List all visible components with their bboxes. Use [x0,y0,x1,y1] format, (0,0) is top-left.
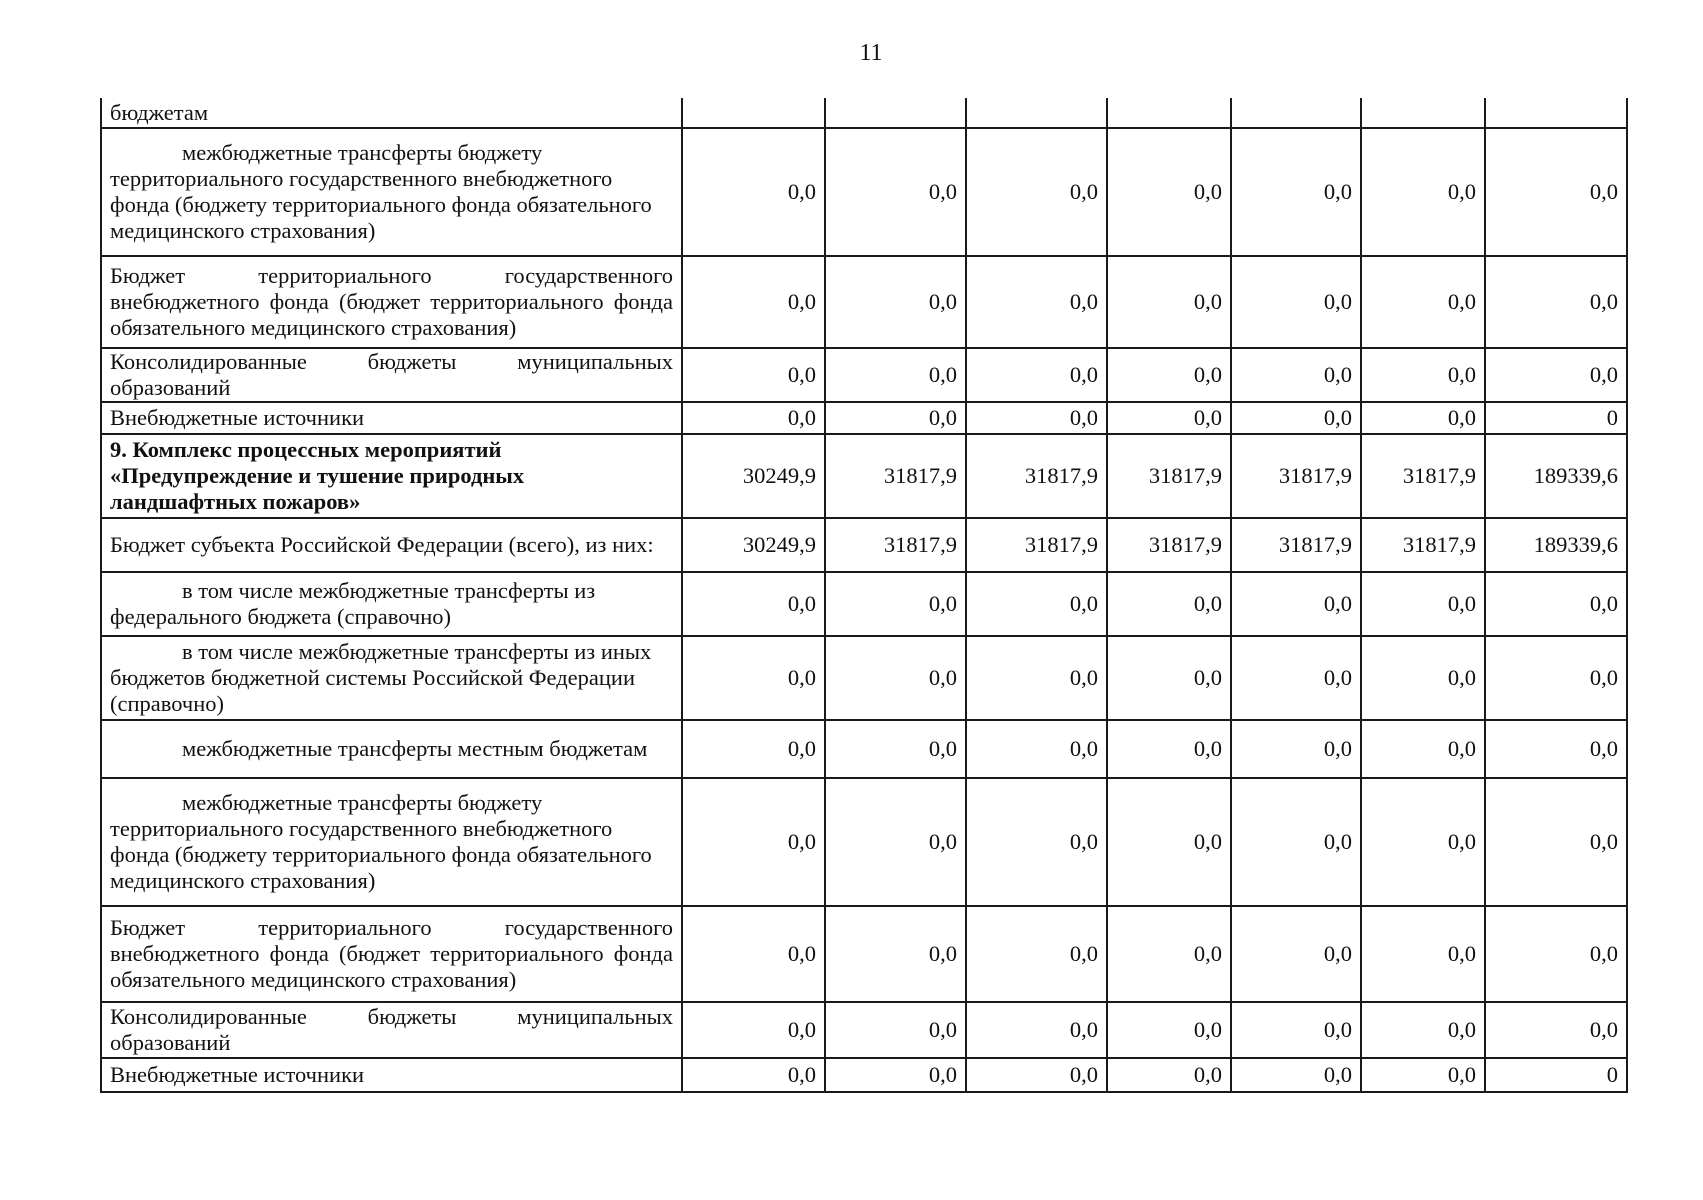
value-cell: 0,0 [682,636,825,720]
row-label: Консолидированные бюджеты муниципальных образований [101,348,682,402]
value-cell: 0,0 [682,128,825,256]
value-cell [1231,98,1361,128]
table-row [101,1058,1627,1092]
table-row [101,1002,1627,1058]
value-cell: 0,0 [1107,128,1231,256]
value-cell: 0,0 [1361,348,1485,402]
value-cell: 31817,9 [1361,434,1485,518]
page-number: 11 [859,40,883,66]
value-cell: 0,0 [1231,402,1361,434]
value-cell [1361,98,1485,128]
value-cell: 0,0 [1231,256,1361,348]
row-label: Консолидированные бюджеты муниципальных образований [101,1002,682,1058]
value-cell: 0,0 [1107,778,1231,906]
value-cell: 0,0 [1107,402,1231,434]
table-row [101,636,1627,720]
value-cell: 0,0 [1231,778,1361,906]
value-cell: 0,0 [825,778,966,906]
table-row [101,720,1627,778]
value-cell: 0,0 [1485,128,1627,256]
row-label: Бюджет субъекта Российской Федерации (всего), из них: [101,518,682,572]
row-label: Внебюджетные источники [101,1058,682,1092]
value-cell: 0,0 [825,402,966,434]
value-cell: 0,0 [682,778,825,906]
value-cell: 0,0 [1107,636,1231,720]
value-cell: 0,0 [966,128,1107,256]
value-cell: 0,0 [1107,572,1231,636]
value-cell: 0,0 [1107,348,1231,402]
value-cell: 0,0 [682,1002,825,1058]
value-cell: 0,0 [966,572,1107,636]
value-cell: 0,0 [1231,636,1361,720]
value-cell: 0,0 [966,402,1107,434]
value-cell: 0,0 [1361,572,1485,636]
table-row [101,906,1627,1002]
value-cell: 0,0 [1361,128,1485,256]
value-cell: 0,0 [1231,128,1361,256]
value-cell: 0,0 [825,1002,966,1058]
value-cell: 0,0 [1485,778,1627,906]
value-cell: 0,0 [682,348,825,402]
value-cell: 0,0 [1107,906,1231,1002]
value-cell: 0,0 [682,1058,825,1092]
value-cell: 31817,9 [966,434,1107,518]
value-cell: 0,0 [1231,572,1361,636]
value-cell: 31817,9 [1361,518,1485,572]
row-label: Бюджет территориального государственного внебюджетного фонда (бюджет территориального фонда обязательного медицинского страхования) [101,906,682,1002]
table-row [101,98,1627,128]
value-cell: 0,0 [966,636,1107,720]
value-cell: 0,0 [1361,256,1485,348]
value-cell [1107,98,1231,128]
value-cell: 0,0 [1107,720,1231,778]
value-cell: 0,0 [682,906,825,1002]
value-cell: 0,0 [825,1058,966,1092]
table-row [101,518,1627,572]
value-cell: 0,0 [1231,1058,1361,1092]
row-label: бюджетам [101,98,682,128]
value-cell: 0 [1485,1058,1627,1092]
value-cell: 0,0 [966,778,1107,906]
value-cell: 0,0 [1361,1002,1485,1058]
table-row [101,434,1627,518]
value-cell [966,98,1107,128]
value-cell: 0,0 [1231,720,1361,778]
value-cell: 0,0 [1361,402,1485,434]
table-row [101,348,1627,402]
value-cell: 189339,6 [1485,434,1627,518]
value-cell: 0,0 [1361,636,1485,720]
value-cell: 0,0 [825,256,966,348]
value-cell: 0,0 [682,402,825,434]
value-cell: 0,0 [966,256,1107,348]
value-cell: 0,0 [1485,906,1627,1002]
value-cell: 0,0 [1485,256,1627,348]
value-cell: 0,0 [1231,906,1361,1002]
value-cell: 0,0 [1231,1002,1361,1058]
value-cell: 31817,9 [825,434,966,518]
value-cell: 31817,9 [1107,434,1231,518]
value-cell: 0,0 [825,720,966,778]
value-cell: 0,0 [1485,572,1627,636]
value-cell: 0,0 [1107,256,1231,348]
table-row [101,402,1627,434]
row-label: межбюджетные трансферты бюджету территориального государственного внебюджетного фонда (бюджету территориального фонда обязательного медицинского страхования) [101,778,682,906]
value-cell: 0,0 [1107,1002,1231,1058]
value-cell: 31817,9 [1231,518,1361,572]
table-row [101,256,1627,348]
value-cell: 0,0 [966,1058,1107,1092]
value-cell: 0 [1485,402,1627,434]
table-row [101,128,1627,256]
value-cell: 0,0 [1231,348,1361,402]
value-cell: 31817,9 [1231,434,1361,518]
value-cell: 0,0 [966,720,1107,778]
value-cell: 0,0 [1485,636,1627,720]
value-cell: 0,0 [825,348,966,402]
value-cell: 0,0 [1107,1058,1231,1092]
value-cell: 31817,9 [1107,518,1231,572]
value-cell: 31817,9 [825,518,966,572]
value-cell: 0,0 [1361,778,1485,906]
value-cell: 0,0 [825,906,966,1002]
value-cell: 0,0 [682,720,825,778]
value-cell: 30249,9 [682,434,825,518]
value-cell: 0,0 [682,572,825,636]
value-cell: 0,0 [1485,348,1627,402]
value-cell: 0,0 [1485,720,1627,778]
row-label: Внебюджетные источники [101,402,682,434]
value-cell: 31817,9 [966,518,1107,572]
value-cell [825,98,966,128]
funding-table [100,98,1628,1093]
row-label: в том числе межбюджетные трансферты из иных бюджетов бюджетной системы Российской Федерации (справочно) [101,636,682,720]
value-cell: 0,0 [1361,720,1485,778]
row-label: Бюджет территориального государственного внебюджетного фонда (бюджет территориального фонда обязательного медицинского страхования) [101,256,682,348]
row-label: межбюджетные трансферты бюджету территориального государственного внебюджетного фонда (бюджету территориального фонда обязательного медицинского страхования) [101,128,682,256]
value-cell: 30249,9 [682,518,825,572]
row-label: в том числе межбюджетные трансферты из федерального бюджета (справочно) [101,572,682,636]
value-cell: 0,0 [825,572,966,636]
row-label: 9. Комплекс процессных мероприятий «Предупреждение и тушение природных ландшафтных пожаров» [101,434,682,518]
row-label: межбюджетные трансферты местным бюджетам [101,720,682,778]
value-cell: 189339,6 [1485,518,1627,572]
value-cell: 0,0 [1485,1002,1627,1058]
value-cell: 0,0 [825,636,966,720]
value-cell: 0,0 [682,256,825,348]
value-cell: 0,0 [825,128,966,256]
table-row [101,572,1627,636]
value-cell [1485,98,1627,128]
value-cell: 0,0 [1361,906,1485,1002]
table-row [101,778,1627,906]
value-cell: 0,0 [1361,1058,1485,1092]
value-cell [682,98,825,128]
value-cell: 0,0 [966,1002,1107,1058]
value-cell: 0,0 [966,348,1107,402]
value-cell: 0,0 [966,906,1107,1002]
